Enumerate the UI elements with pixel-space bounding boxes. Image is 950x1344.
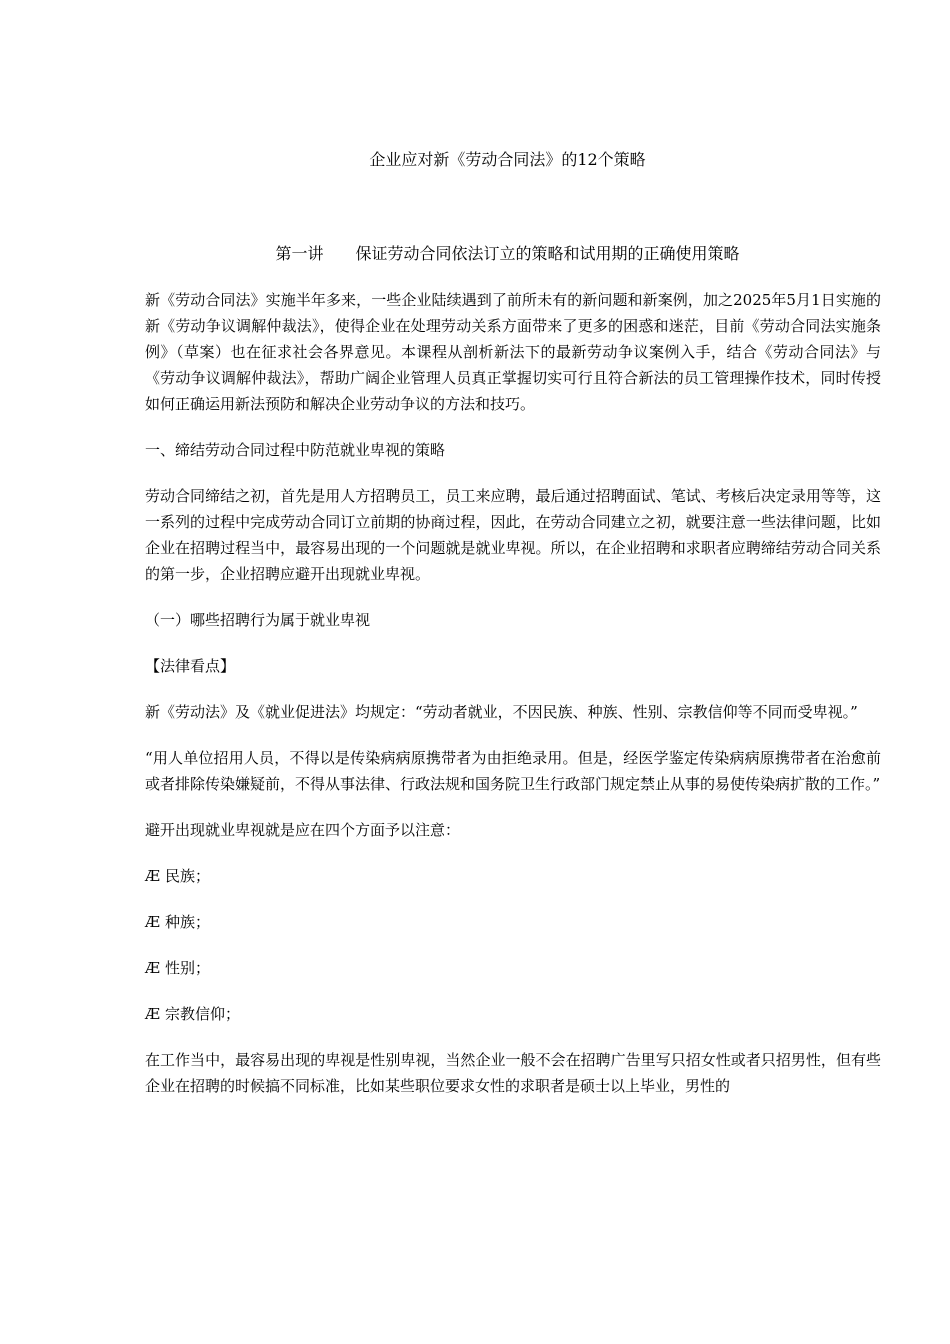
bullet-item bbox=[145, 955, 881, 981]
bullet-icon: Æ bbox=[145, 867, 161, 885]
section-body-paragraph: 劳动合同缔结之初，首先是用人方招聘员工，员工来应聘，最后通过招聘面试、笔试、考核后决定录用等等，这一系列的过程中完成劳动合同订立前期的协商过程，因此，在劳动合同建立之初，就要注意一些法律问题，比如企业在招聘过程当中，最容易出现的一个问题就是就业卑视。所以，在企业招聘和求职者应聘缔结劳动合同关系的第一步，企业招聘应避开出现就业卑视。 bbox=[145, 487, 881, 583]
document-title: 企业应对新《劳动合同法》的12个策略 bbox=[369, 150, 646, 169]
bullet-text: 宗教信仰； bbox=[165, 1005, 241, 1023]
bullet-text: 性别； bbox=[165, 959, 211, 977]
section-heading: 一、缔结劳动合同过程中防范就业卑视的策略 bbox=[145, 441, 446, 459]
law-point-label: 【法律看点】 bbox=[145, 657, 236, 675]
document-body bbox=[145, 287, 881, 1119]
closing-paragraph: 在工作当中，最容易出现的卑视是性别卑视，当然企业一般不会在招聘广告里写只招女性或者只招男性，但有些企业在招聘的时候搞不同标准，比如某些职位要求女性的求职者是硕士以上毕业，男性的 bbox=[145, 1051, 881, 1095]
bullet-item bbox=[145, 1001, 881, 1027]
bullet-icon: Æ bbox=[145, 913, 161, 931]
avoid-intro-paragraph: 避开出现就业卑视就是应在四个方面予以注意： bbox=[145, 821, 461, 839]
bullet-item bbox=[145, 863, 881, 889]
law-quote-paragraph: “用人单位招用人员，不得以是传染病病原携带者为由拒绝录用。但是，经医学鉴定传染病病原携带者在治愈前或者排除传染嫌疑前，不得从事法律、行政法规和国务院卫生行政部门规定禁止从事的易使传染病扩散的工作。” bbox=[145, 749, 881, 793]
bullet-text: 民族； bbox=[165, 867, 211, 885]
bullet-icon: Æ bbox=[145, 959, 161, 977]
lecture-title: 第一讲 保证劳动合同依法订立的策略和试用期的正确使用策略 bbox=[275, 244, 740, 263]
subsection-heading: （一）哪些招聘行为属于就业卑视 bbox=[145, 611, 371, 629]
bullet-item bbox=[145, 909, 881, 935]
bullet-icon: Æ bbox=[145, 1005, 161, 1023]
intro-paragraph: 新《劳动合同法》实施半年多来，一些企业陆续遇到了前所未有的新问题和新案例，加之2025年5月1日实施的新《劳动争议调解仲裁法》，使得企业在处理劳动关系方面带来了更多的困惑和迷茫，目前《劳动合同法实施条例》（草案）也在征求社会各界意见。本课程从剖析新法下的最新劳动争议案例入手，结合《劳动合同法》与《劳动争议调解仲裁法》，帮助广阔企业管理人员真正掌握切实可行且符合新法的员工管理操作技术，同时传授如何正确运用新法预防和解决企业劳动争议的方法和技巧。 bbox=[145, 291, 881, 413]
law-quote-paragraph: 新《劳动法》及《就业促进法》均规定：“劳动者就业，不因民族、种族、性别、宗教信仰等不同而受卑视。” bbox=[145, 703, 858, 721]
bullet-text: 种族； bbox=[165, 913, 211, 931]
